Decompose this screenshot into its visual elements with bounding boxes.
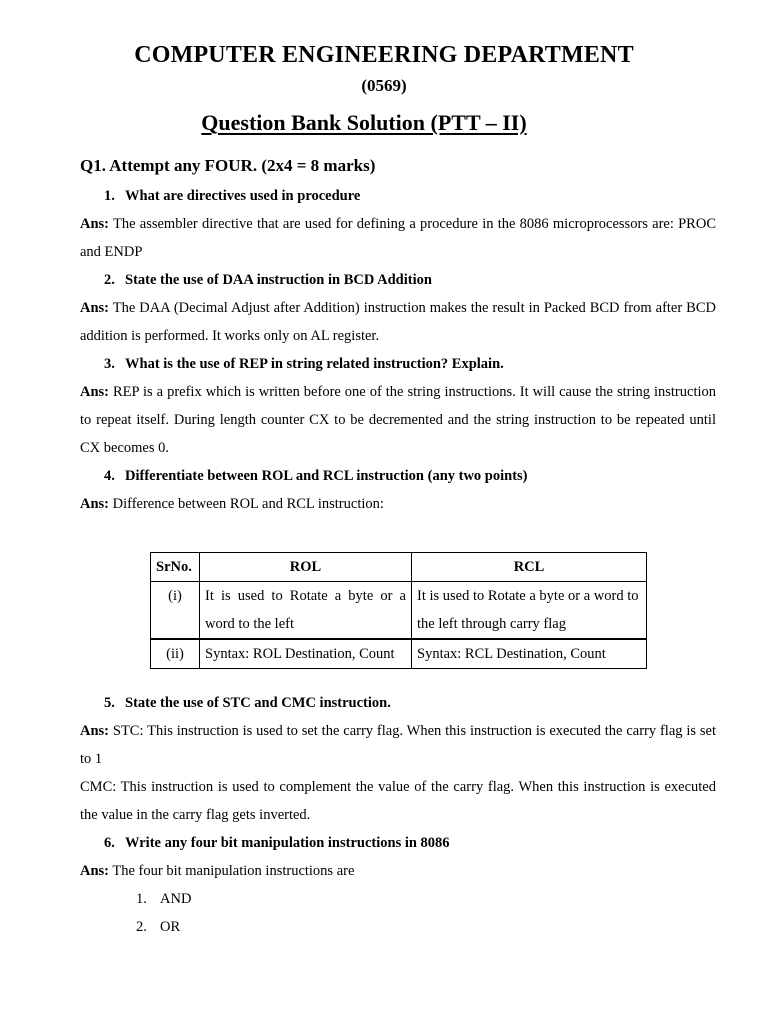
question-4: 4. Differentiate between ROL and RCL instruction (any two points) (104, 468, 528, 484)
answer-5: Ans: STC: This instruction is used to set the carry flag. When this instruction is executed the carry flag is set to 1 (80, 723, 716, 767)
question-2: 2. State the use of DAA instruction in BCD Addition (104, 272, 432, 288)
answer-3: Ans: REP is a prefix which is written before one of the string instructions. It will cause the string instruction to repeat itself. During length counter CX to be decremented and the string instruction to be repeated until CX becomes 0. (80, 384, 717, 456)
table-cell-rol: It is used to Rotate a byte or a word to the left (200, 582, 412, 640)
document-title: Question Bank Solution (PTT – II) (201, 110, 527, 135)
question-5: 5. State the use of STC and CMC instruction. (104, 695, 391, 711)
table-cell-rol: Syntax: ROL Destination, Count (200, 639, 412, 669)
answer-6: Ans: The four bit manipulation instructions are (80, 863, 355, 879)
answer-1: Ans: The assembler directive that are used for defining a procedure in the 8086 microprocessors are: PROC and ENDP (80, 216, 716, 260)
table-header-row (151, 553, 647, 582)
table-row (151, 639, 647, 669)
table-cell-srno: (ii) (151, 639, 200, 669)
table-cell-srno: (i) (151, 582, 200, 640)
list-item: 2. OR (136, 919, 181, 935)
bit-instruction-list (80, 885, 716, 941)
answer-4: Ans: Difference between ROL and RCL instruction: (80, 496, 384, 512)
question-3: 3. What is the use of REP in string related instruction? Explain. (104, 356, 504, 372)
document-body (80, 154, 716, 941)
table-row (151, 582, 647, 640)
table-cell-rcl: It is used to Rotate a byte or a word to the left through carry flag (412, 582, 647, 640)
answer-5-cmc: CMC: This instruction is used to complement the value of the carry flag. When this instruction is executed the value in the carry flag gets inverted. (80, 779, 716, 823)
question-1: 1. What are directives used in procedure (104, 188, 361, 204)
table-header-rcl: RCL (412, 553, 647, 582)
section-heading: Q1. Attempt any FOUR. (2x4 = 8 marks) (80, 156, 376, 175)
question-6: 6. Write any four bit manipulation instructions in 8086 (104, 835, 450, 851)
department-code: (0569) (361, 76, 407, 95)
table-header-rol: ROL (200, 553, 412, 582)
rol-rcl-comparison-table (150, 552, 647, 669)
table-cell-rcl: Syntax: RCL Destination, Count (412, 639, 647, 669)
department-heading: COMPUTER ENGINEERING DEPARTMENT (134, 42, 634, 68)
table-header-srno: SrNo. (151, 553, 200, 582)
list-item: 1. AND (136, 891, 192, 907)
answer-2: Ans: The DAA (Decimal Adjust after Addition) instruction makes the result in Packed BCD from after BCD addition is performed. It works only on AL register. (80, 300, 716, 344)
